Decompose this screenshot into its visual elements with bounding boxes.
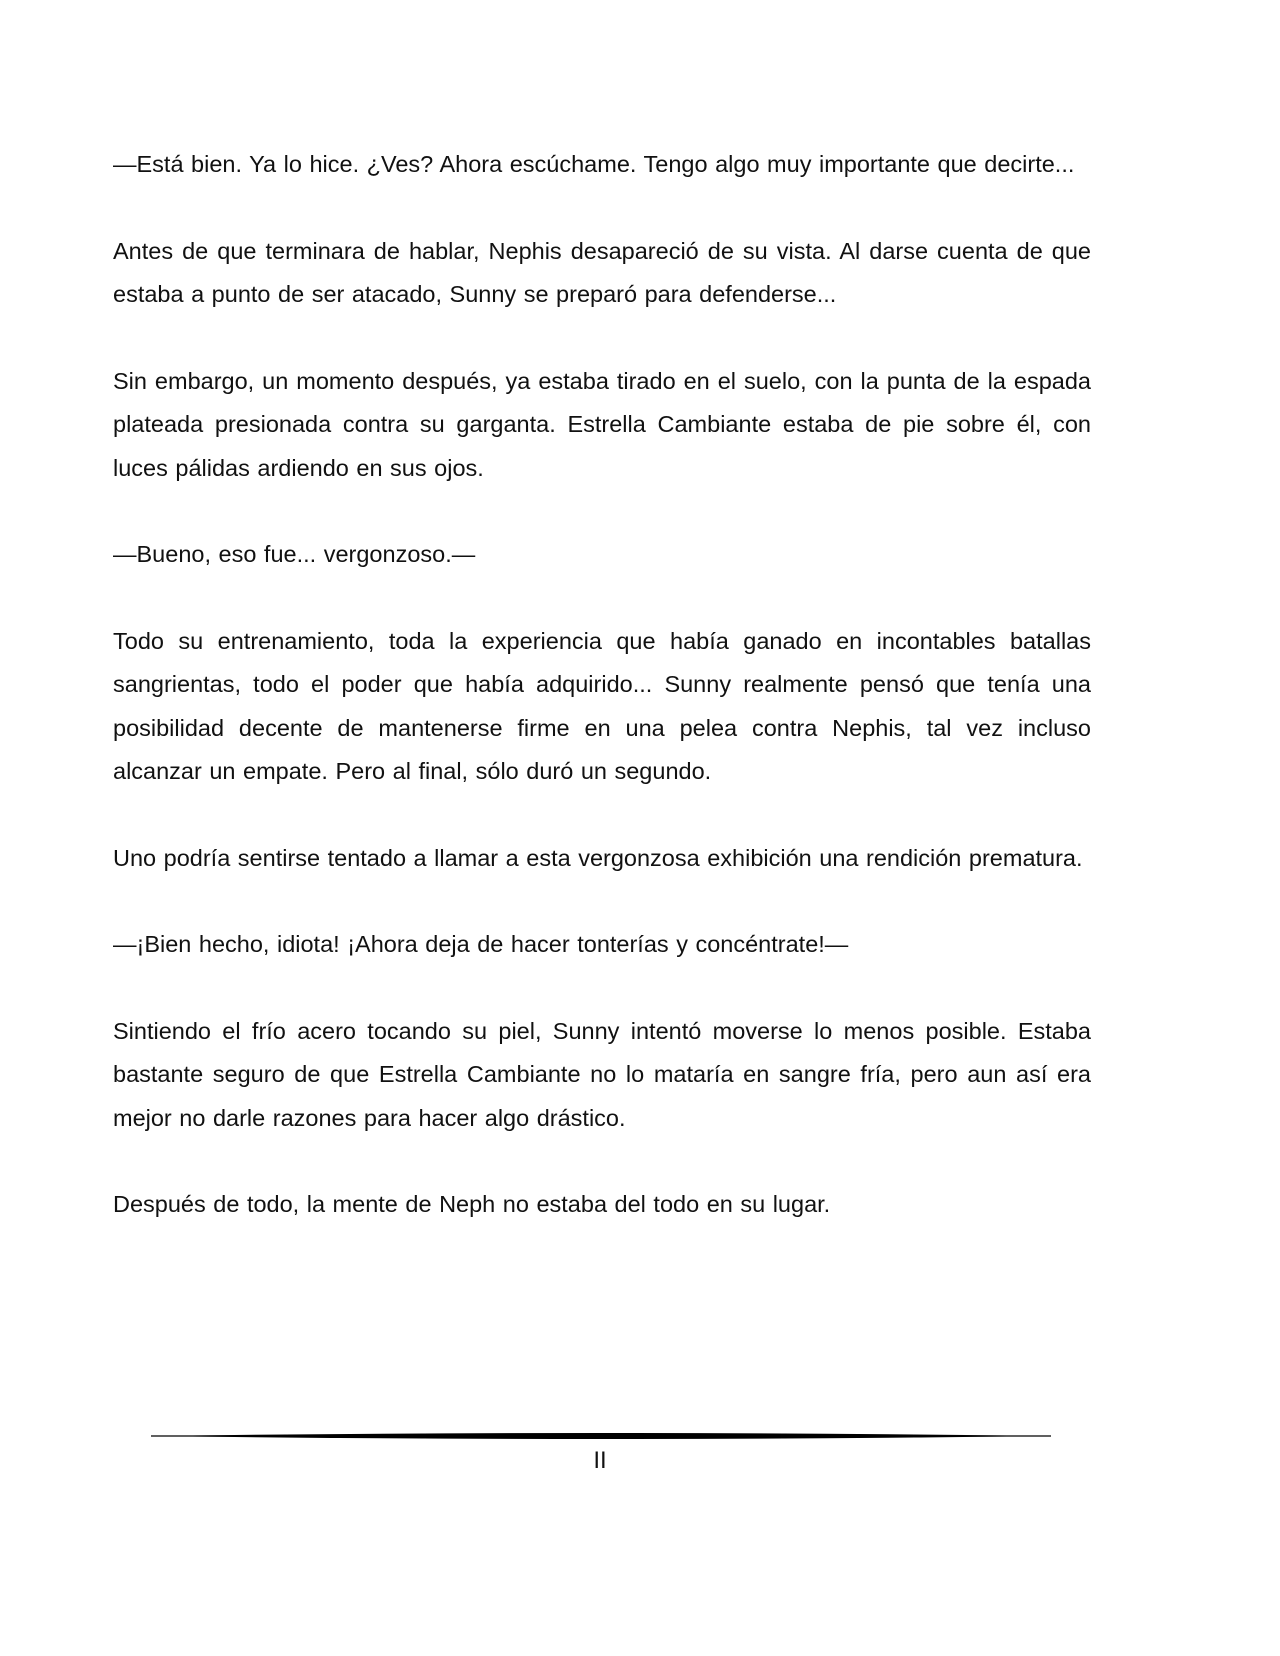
paragraph-9: Después de todo, la mente de Neph no estaba del todo en su lugar. bbox=[113, 1191, 831, 1217]
footer-divider bbox=[151, 1430, 1051, 1442]
paragraph-2: Antes de que terminara de hablar, Nephis desapareció de su vista. Al darse cuenta de que estaba a punto de ser atacado, Sunny se preparó para defenderse... bbox=[113, 237, 1091, 307]
paragraph-7: —¡Bien hecho, idiota! ¡Ahora deja de hacer tonterías y concéntrate!— bbox=[113, 931, 849, 957]
page-number: II bbox=[593, 1447, 607, 1474]
body-text bbox=[113, 143, 1091, 1270]
paragraph-3: Sin embargo, un momento después, ya estaba tirado en el suelo, con la punta de la espada plateada presionada contra su garganta. Estrella Cambiante estaba de pie sobre él, con luces pálidas ardiendo en sus ojos. bbox=[113, 367, 1091, 481]
paragraph-6: Uno podría sentirse tentado a llamar a esta vergonzosa exhibición una rendición prematura. bbox=[113, 844, 1083, 871]
paragraph-4: —Bueno, eso fue... vergonzoso.— bbox=[113, 541, 476, 567]
paragraph-1: —Está bien. Ya lo hice. ¿Ves? Ahora escúchame. Tengo algo muy importante que decirte... bbox=[113, 151, 1075, 177]
paragraph-5: Todo su entrenamiento, toda la experiencia que había ganado en incontables batallas sangrientas, todo el poder que había adquirido... Sunny realmente pensó que tenía una posibilidad decente de mantenerse firme en una pelea contra Nephis, tal vez incluso alcanzar un empate. Pero al final, sólo duró un segundo. bbox=[113, 627, 1091, 784]
paragraph-8: Sintiendo el frío acero tocando su piel, Sunny intentó moverse lo menos posible. Estaba bastante seguro de que Estrella Cambiante no lo mataría en sangre fría, pero aun así era mejor no darle razones para hacer algo drástico. bbox=[113, 1017, 1091, 1131]
